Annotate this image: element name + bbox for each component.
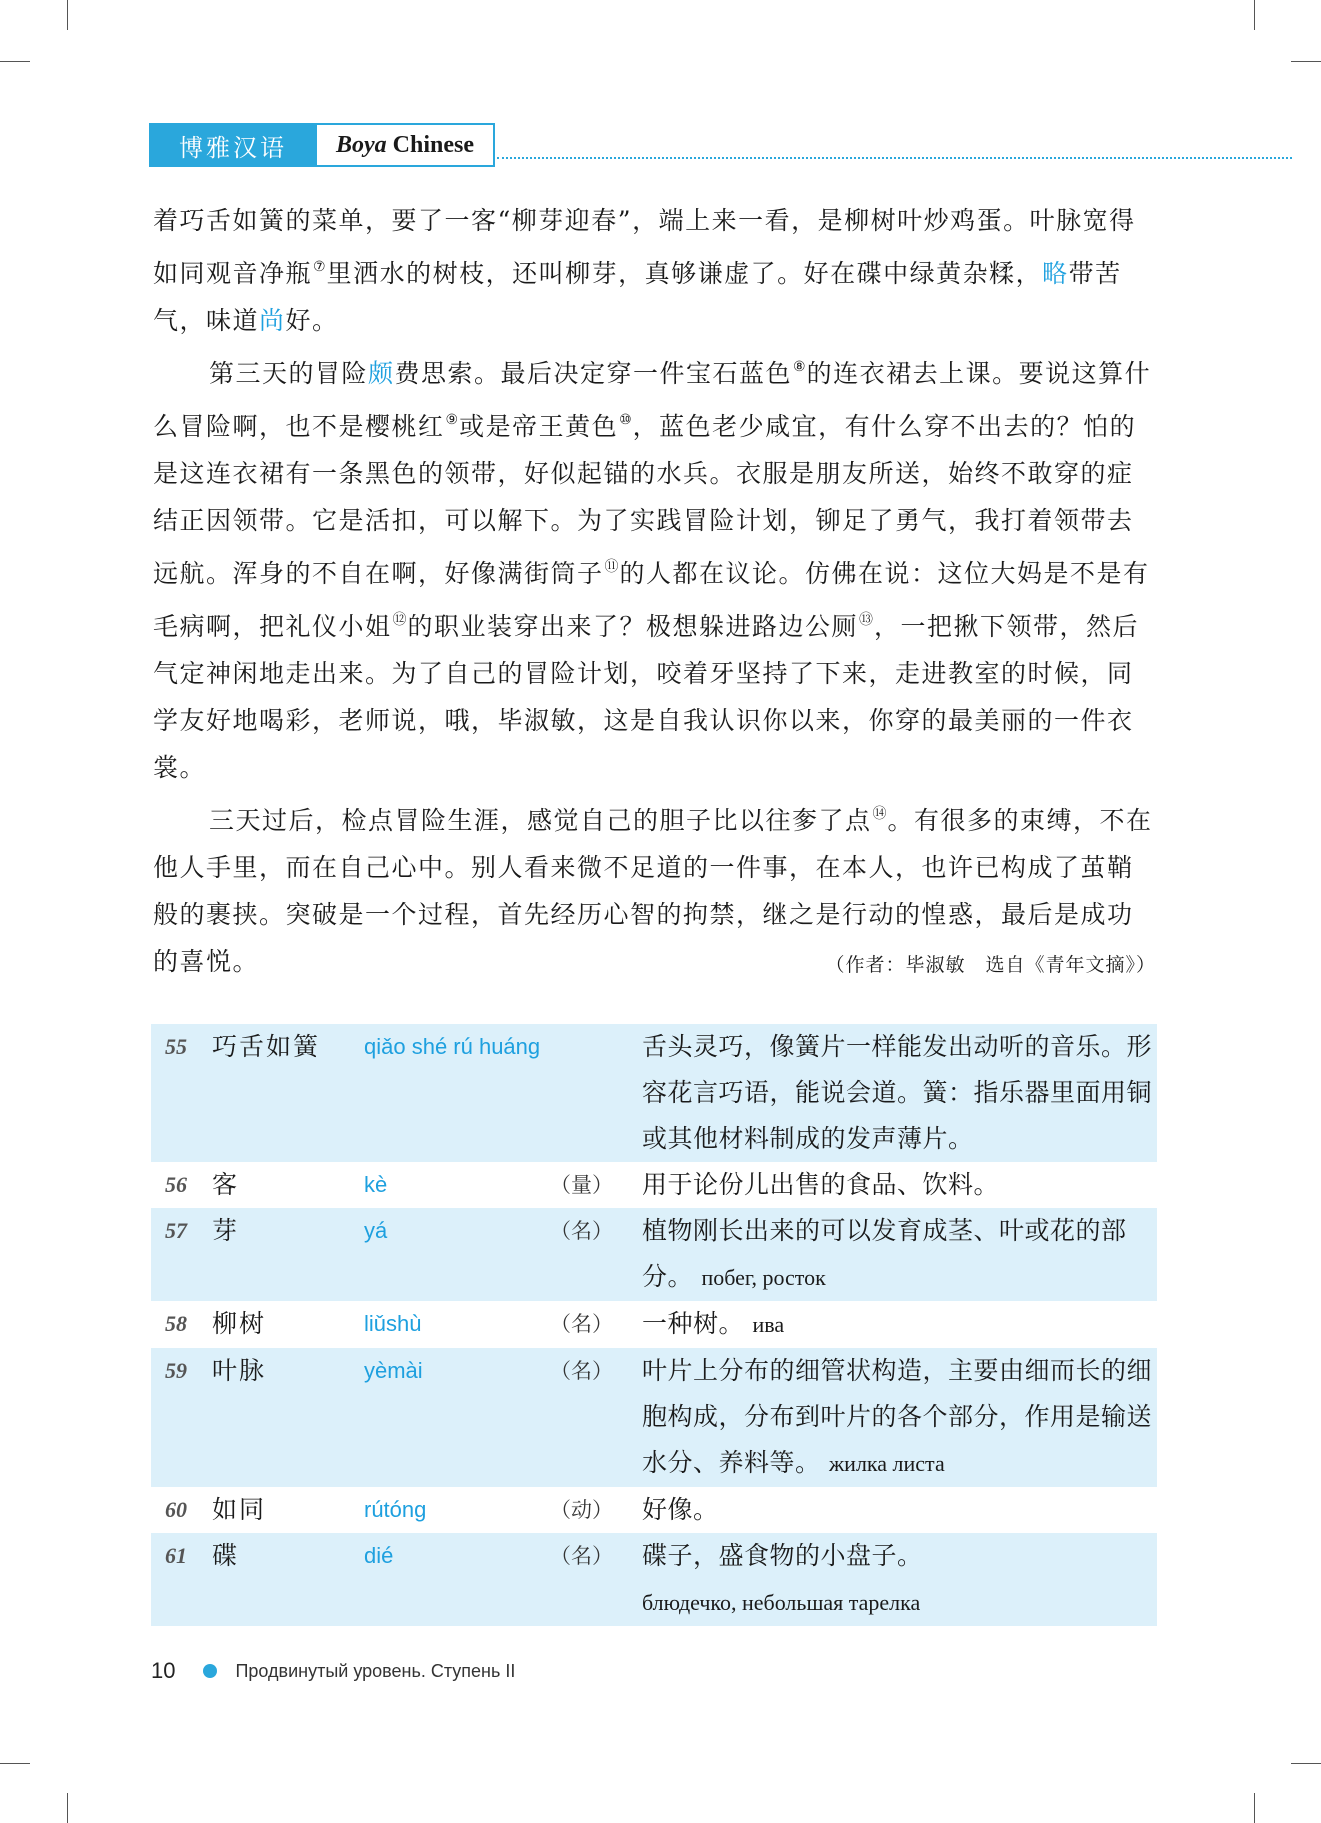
text-run: 着巧舌如簧的菜单，要了一客“柳芽迎春”，端上来一看，是柳树叶炒鸡蛋。叶脉宽得如同观音净瓶 — [153, 206, 1136, 288]
vocab-number: 58 — [165, 1311, 187, 1336]
vocab-definition — [642, 1301, 1152, 1348]
vocab-word: 芽 — [212, 1216, 240, 1245]
text-run: 第三天的冒险 — [209, 359, 369, 388]
footnote-marker: ⑦ — [313, 259, 326, 275]
vocab-row — [151, 1487, 1157, 1533]
vocab-part-of-speech: （名） — [550, 1359, 613, 1383]
footnote-marker: ⑬ — [859, 612, 874, 628]
footnote-marker: ⑭ — [872, 806, 887, 822]
vocab-part-of-speech: （名） — [550, 1544, 613, 1568]
vocab-number: 55 — [165, 1034, 187, 1059]
paragraph — [153, 197, 1157, 344]
vocab-word: 柳树 — [212, 1309, 267, 1338]
vocab-translation-ru: жилка листа — [828, 1451, 945, 1476]
vocab-word: 客 — [212, 1170, 240, 1199]
text-run: 。有很多的束缚，不在他人手里，而在自己心中。别人看来微不足道的一件事，在本人，也许已构成了茧鞘般的裹挟。突破是一个过程，首先经历心智的拘禁，继之是行动的惶惑，最后是成功的喜悦。 — [153, 806, 1153, 976]
footer-title: Продвинутый уровень. Ступень II — [235, 1660, 516, 1681]
vocab-row — [151, 1162, 1157, 1208]
vocab-pinyin: yá — [364, 1218, 388, 1243]
vocab-word: 碟 — [212, 1541, 240, 1570]
vocab-word: 叶脉 — [212, 1356, 267, 1385]
vocab-definition-cn: 用于论份儿出售的食品、饮料。 — [642, 1170, 1000, 1199]
text-run: 里洒水的树枝，还叫柳芽，真够谦虚了。好在碟中绿黄杂糅， — [326, 259, 1043, 288]
running-header — [149, 123, 495, 167]
header-dotted-rule — [497, 157, 1292, 159]
vocab-row — [151, 1208, 1157, 1301]
vocab-definition-cn: 叶片上分布的细管状构造，主要由细而长的细胞构成，分布到叶片的各个部分，作用是输送水分、养料等。 — [642, 1356, 1153, 1477]
article-body — [153, 197, 1157, 985]
crop-mark — [1254, 1793, 1255, 1823]
footnote-marker: ⑪ — [604, 559, 619, 575]
vocab-row — [151, 1024, 1157, 1162]
crop-mark — [1291, 1763, 1321, 1764]
vocab-word: 巧舌如簧 — [212, 1032, 321, 1061]
vocab-part-of-speech: （动） — [550, 1498, 613, 1522]
vocab-definition — [642, 1024, 1152, 1162]
vocabulary-table — [151, 1024, 1157, 1626]
bullet-dot-icon — [203, 1664, 217, 1678]
text-run: 的连衣裙去上课。要说这算什么冒险啊，也不是樱桃红 — [153, 359, 1152, 441]
vocab-translation-ru: блюдечко, небольшая тарелка — [642, 1590, 921, 1615]
vocab-row — [151, 1348, 1157, 1487]
vocab-pinyin: qiǎo shé rú huáng — [364, 1034, 541, 1059]
highlighted-word: 尚 — [259, 306, 286, 335]
vocab-translation-ru: побег, росток — [701, 1265, 826, 1290]
page-number: 10 — [151, 1658, 176, 1683]
vocab-part-of-speech: （名） — [550, 1219, 613, 1243]
footnote-marker: ⑩ — [619, 412, 632, 428]
vocab-pinyin: rútóng — [364, 1497, 427, 1522]
vocab-definition-cn: 好像。 — [642, 1495, 719, 1524]
footnote-marker: ⑧ — [793, 359, 806, 375]
vocab-pinyin: kè — [364, 1172, 388, 1197]
crop-mark — [1291, 61, 1321, 62]
header-title-cn: 博雅汉语 — [149, 123, 317, 167]
vocab-pinyin: yèmài — [364, 1358, 423, 1383]
vocab-definition — [642, 1348, 1152, 1487]
vocab-definition-cn: 碟子，盛食物的小盘子。 — [642, 1541, 923, 1570]
vocab-number: 61 — [165, 1543, 187, 1568]
vocab-definition-cn: 一种树。 — [642, 1309, 745, 1338]
vocab-part-of-speech: （名） — [550, 1312, 613, 1336]
vocab-translation-ru: ива — [752, 1312, 785, 1337]
header-title-en-text: Chinese — [392, 131, 474, 158]
crop-mark — [67, 0, 68, 30]
crop-mark — [67, 1793, 68, 1823]
vocab-row — [151, 1533, 1157, 1626]
text-run: 的职业装穿出来了？极想躲进路边公厕 — [407, 612, 859, 641]
text-run: 的人都在议论。仿佛在说：这位大妈是不是有毛病啊，把礼仪小姐 — [153, 559, 1150, 641]
vocab-number: 60 — [165, 1497, 187, 1522]
vocab-definition — [642, 1533, 1152, 1626]
highlighted-word: 略 — [1042, 259, 1069, 288]
text-run: 或是帝王黄色 — [459, 412, 619, 441]
footnote-marker: ⑨ — [445, 412, 459, 428]
footnote-marker: ⑫ — [392, 612, 407, 628]
text-run: 好。 — [285, 306, 339, 335]
crop-mark — [0, 1763, 30, 1764]
vocab-pinyin: dié — [364, 1543, 394, 1568]
highlighted-word: 颇 — [368, 359, 395, 388]
text-run: 带苦气，味道 — [153, 259, 1122, 335]
vocab-word: 如同 — [212, 1495, 267, 1524]
vocab-row — [151, 1301, 1157, 1348]
vocab-definition — [642, 1487, 1152, 1533]
vocab-number: 56 — [165, 1172, 187, 1197]
paragraph — [153, 344, 1157, 791]
header-title-en — [317, 123, 495, 167]
vocab-number: 57 — [165, 1218, 187, 1243]
text-run: ，蓝色老少咸宜，有什么穿不出去的？怕的是这连衣裙有一条黑色的领带，好似起锚的水兵。衣服是朋友所送，始终不敢穿的症结正因领带。它是活扣，可以解下。为了实践冒险计划，铆足了勇气，我打着领带去远航。浑身的不自在啊，好像满街筒子 — [153, 412, 1137, 588]
vocab-number: 59 — [165, 1358, 187, 1383]
vocab-definition — [642, 1162, 1152, 1208]
vocab-definition-cn: 植物刚长出来的可以发育成茎、叶或花的部分。 — [642, 1216, 1127, 1291]
page-footer — [151, 1658, 515, 1684]
text-run: ，一把揪下领带，然后气定神闲地走出来。为了自己的冒险计划，咬着牙坚持了下来，走进教室的时候，同学友好地喝彩，老师说，哦，毕淑敏，这是自我认识你以来，你穿的最美丽的一件衣裳。 — [153, 612, 1140, 782]
vocab-part-of-speech: （量） — [550, 1173, 613, 1197]
crop-mark — [1254, 0, 1255, 30]
vocab-pinyin: liǔshù — [364, 1311, 422, 1336]
header-title-en-italic: Boya — [335, 131, 387, 158]
crop-mark — [0, 61, 30, 62]
vocab-definition — [642, 1208, 1152, 1301]
text-run: 费思索。最后决定穿一件宝石蓝色 — [394, 359, 793, 388]
text-run: 三天过后，检点冒险生涯，感觉自己的胆子比以往奓了点 — [209, 806, 872, 835]
vocab-definition-cn: 舌头灵巧，像簧片一样能发出动听的音乐。形容花言巧语，能说会道。簧：指乐器里面用铜或其他材料制成的发声薄片。 — [642, 1032, 1153, 1153]
author-byline: （作者：毕淑敏 选自《青年文摘》） — [825, 954, 1156, 976]
